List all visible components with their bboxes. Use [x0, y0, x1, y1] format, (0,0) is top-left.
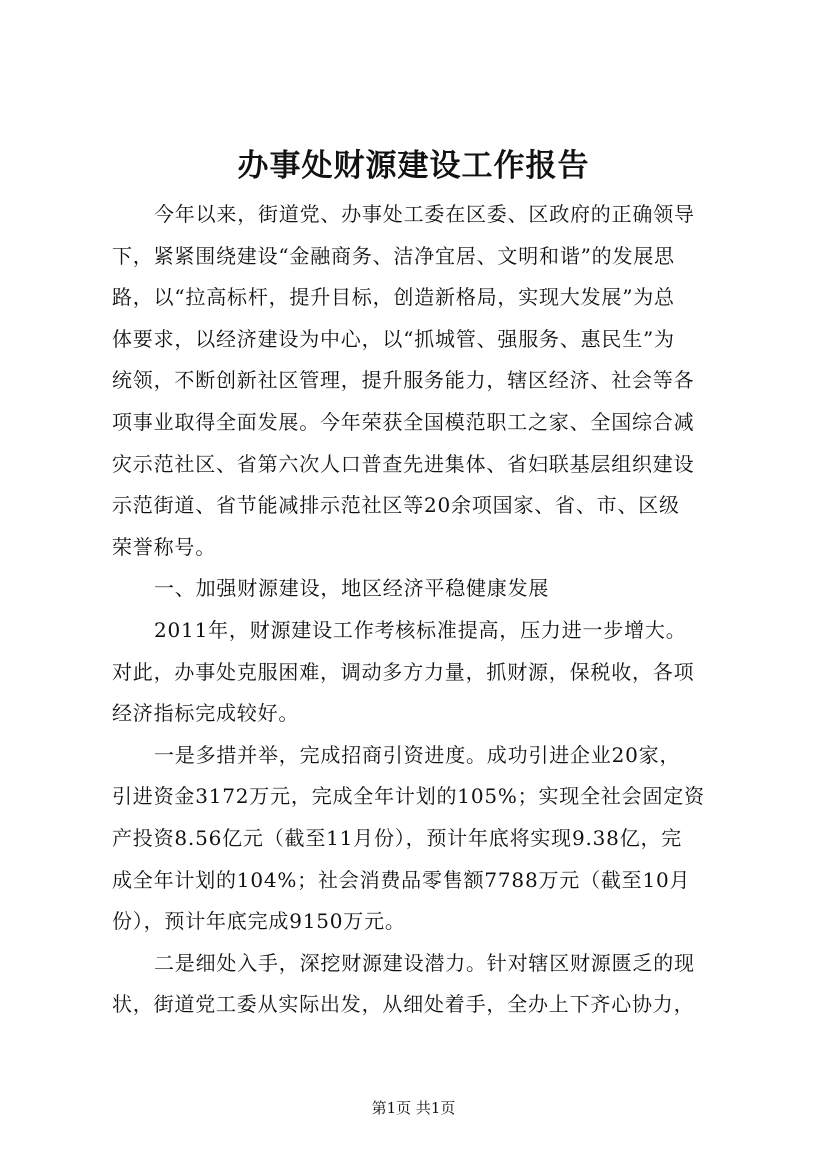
section-heading: 一、加强财源建设，地区经济平稳健康发展 — [154, 576, 550, 601]
body-line: 下，紧紧围绕建设“金融商务、洁净宜居、文明和谐”的发展思 — [112, 243, 675, 268]
body-line: 统领，不断创新社区管理，提升服务能力，辖区经济、社会等各 — [112, 368, 695, 393]
body-line: 项事业取得全面发展。今年荣获全国模范职工之家、全国综合减 — [112, 409, 695, 434]
body-line: 2011年，财源建设工作考核标准提高，压力进一步增大。 — [154, 617, 687, 642]
body-line: 路，以“拉高标杆，提升目标，创造新格局，实现大发展”为总 — [112, 285, 675, 310]
body-line: 经济指标完成较好。 — [112, 701, 300, 726]
body-line: 一是多措并举，完成招商引资进度。成功引进企业20家， — [154, 742, 681, 767]
body-line: 状，街道党工委从实际出发，从细处着手，全办上下齐心协力， — [112, 992, 695, 1017]
body-line: 体要求，以经济建设为中心，以“抓城管、强服务、惠民生”为 — [112, 326, 675, 351]
document-title: 办事处财源建设工作报告 — [237, 148, 590, 184]
body-line: 今年以来，街道党、办事处工委在区委、区政府的正确领导 — [154, 202, 695, 226]
body-line: 荣誉称号。 — [112, 534, 216, 559]
body-line: 成全年计划的104%；社会消费品零售额7788万元（截至10月 — [112, 867, 691, 892]
body-line: 示范街道、省节能减排示范社区等20余项国家、省、市、区级 — [112, 493, 680, 518]
body-line: 二是细处入手，深挖财源建设潜力。针对辖区财源匮乏的现 — [154, 950, 695, 975]
page-footer: 第1页 共1页 — [371, 1099, 456, 1117]
body-line: 灾示范社区、省第六次人口普查先进集体、省妇联基层组织建设 — [112, 451, 695, 476]
document-body — [112, 194, 722, 1026]
body-line: 引进资金3172万元，完成全年计划的105%；实现全社会固定资 — [112, 784, 705, 809]
body-line: 份），预计年底完成9150万元。 — [112, 909, 406, 934]
body-line: 对此，办事处克服困难，调动多方力量，抓财源，保税收，各项 — [112, 659, 695, 684]
body-line: 产投资8.56亿元（截至11月份），预计年底将实现9.38亿，完 — [112, 825, 683, 850]
